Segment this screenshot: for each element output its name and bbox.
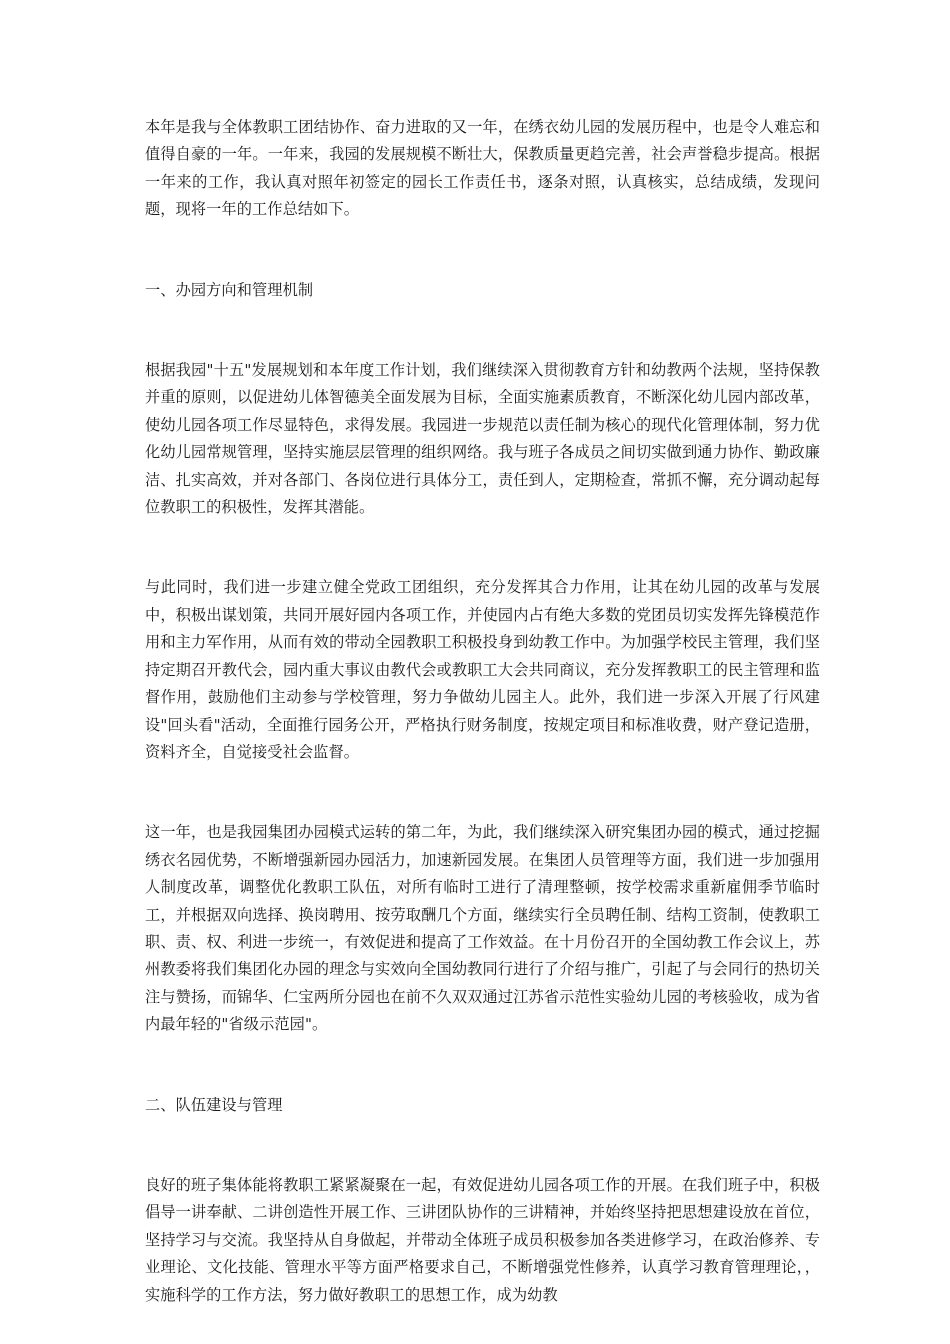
section-heading-management: 一、办园方向和管理机制 <box>145 280 314 299</box>
section-heading-team: 二、队伍建设与管理 <box>145 1095 283 1114</box>
intro-paragraph: 本年是我与全体教职工团结协作、奋力进取的又一年，在绣衣幼儿园的发展历程中，也是令人难忘和值得自豪的一年。一年来，我园的发展规模不断壮大，保教质量更趋完善，社会声誉稳步提高。根据一年来的工作，我认真对照年初签定的园长工作责任书，逐条对照，认真核实，总结成绩，发现问题，现将一年的工作总结如下。 <box>145 118 820 219</box>
body-paragraph: 良好的班子集体能将教职工紧紧凝聚在一起，有效促进幼儿园各项工作的开展。在我们班子中，积极倡导一讲奉献、二讲创造性开展工作、三讲团队协作的三讲精神，并始终坚持把思想建设放在首位，坚持学习与交流。我坚持从自身做起，并带动全体班子成员积极参加各类进修学习，在政治修养、专业理论、文化技能、管理水平等方面严格要求自己，不断增强党性修养，认真学习教育管理理论，，实施科学的工作方法，努力做好教职工的思想工作，成为幼教 <box>145 1175 820 1304</box>
document-page <box>145 114 820 1309</box>
body-paragraph: 与此同时，我们进一步建立健全党政工团组织，充分发挥其合力作用，让其在幼儿园的改革与发展中，积极出谋划策，共同开展好园内各项工作，并使园内占有绝大多数的党团员切实发挥先锋模范作用和主力军作用，从而有效的带动全园教职工积极投身到幼教工作中。为加强学校民主管理，我们坚持定期召开教代会，园内重大事议由教代会或教职工大会共同商议，充分发挥教职工的民主管理和监督作用，鼓励他们主动参与学校管理，努力争做幼儿园主人。此外，我们进一步深入开展了行风建设"回头看"活动，全面推行园务公开，严格执行财务制度，按规定项目和标准收费，财产登记造册，资料齐全，自觉接受社会监督。 <box>145 578 820 761</box>
body-paragraph: 根据我园"十五"发展规划和本年度工作计划，我们继续深入贯彻教育方针和幼教两个法规，坚持保教并重的原则，以促进幼儿体智德美全面发展为目标，全面实施素质教育，不断深化幼儿园内部改革，使幼儿园各项工作尽显特色，求得发展。我园进一步规范以责任制为核心的现代化管理体制，努力优化幼儿园常规管理，坚持实施层层管理的组织网络。我与班子各成员之间切实做到通力协作、勤政廉洁、扎实高效，并对各部门、各岗位进行具体分工，责任到人，定期检查，常抓不懈，充分调动起每位教职工的积极性，发挥其潜能。 <box>145 361 820 517</box>
body-paragraph: 这一年，也是我园集团办园模式运转的第二年，为此，我们继续深入研究集团办园的模式，通过挖掘绣衣名园优势，不断增强新园办园活力，加速新园发展。在集团人员管理等方面，我们进一步加强用人制度改革，调整优化教职工队伍，对所有临时工进行了清理整顿，按学校需求重新雇佣季节临时工，并根据双向选择、换岗聘用、按劳取酬几个方面，继续实行全员聘任制、结构工资制，使教职工职、责、权、利进一步统一，有效促进和提高了工作效益。在十月份召开的全国幼教工作会议上，苏州教委将我们集团化办园的理念与实效向全国幼教同行进行了介绍与推广，引起了与会同行的热切关注与赞扬，而锦华、仁宝两所分园也在前不久双双通过江苏省示范性实验幼儿园的考核验收，成为省内最年轻的"省级示范园"。 <box>145 823 820 1034</box>
